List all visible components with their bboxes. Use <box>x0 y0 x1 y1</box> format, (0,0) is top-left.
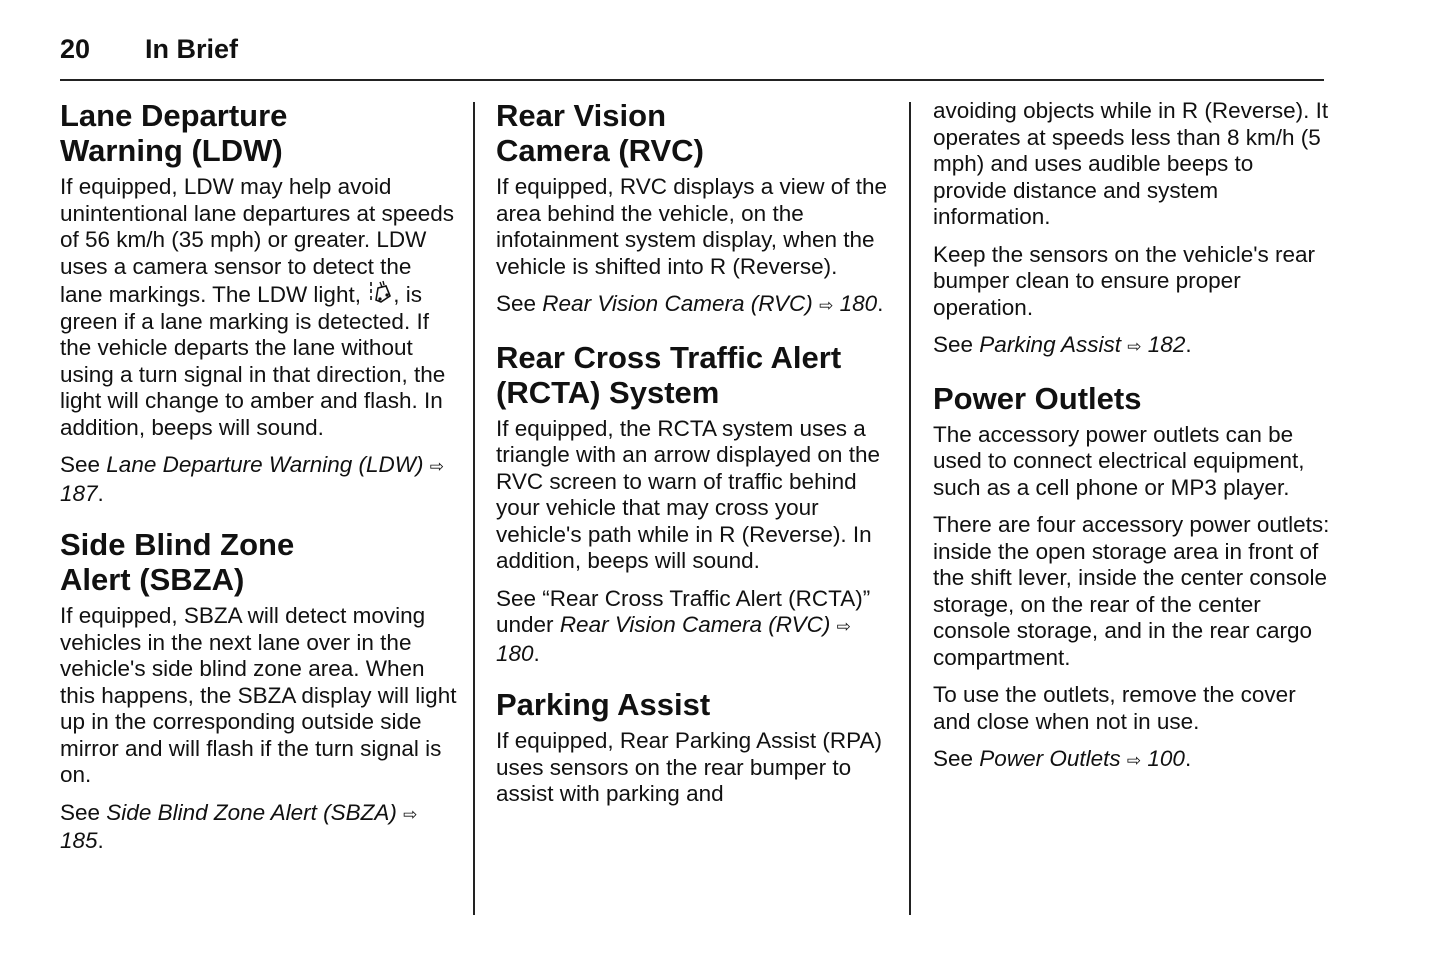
heading-power-outlets: Power Outlets <box>933 380 1142 416</box>
column-3 <box>933 98 1333 786</box>
power-outlets-usage: To use the outlets, remove the cover and close when not in use. <box>933 682 1296 734</box>
power-outlets-locations: There are four accessory power outlets: inside the open storage area in front of the shift lever, inside the center console storage, on the rear of the center console storage, and in the rear cargo compartment. <box>933 512 1330 670</box>
sbza-body: If equipped, SBZA will detect moving vehicles in the next lane over in the vehicle's side blind zone area. When this happens, the SBZA display will light up in the corresponding outside side mirror and will flash if the turn signal is on. <box>60 603 457 787</box>
power-outlets-ref-page[interactable]: 100 <box>1147 746 1185 771</box>
page-ref-arrow-icon: ⇨ <box>1126 751 1142 770</box>
parking-assist-body-continued: avoiding objects while in R (Reverse). It operates at speeds less than 8 km/h (5 mph) and uses audible beeps to provide distance and system information. <box>933 98 1329 229</box>
heading-rvc: Rear Vision Camera (RVC) <box>496 98 704 168</box>
rcta-see-reference: See “Rear Cross Traffic Alert (RCTA)” under Rear Vision Camera (RVC) ⇨ 180. <box>496 585 871 666</box>
column-divider <box>473 102 475 915</box>
heading-ldw: Lane Departure Warning (LDW) <box>60 98 288 168</box>
ldw-icon <box>367 280 393 306</box>
ldw-see-reference: See Lane Departure Warning (LDW) ⇨ 187. <box>60 452 445 506</box>
ldw-ref-link[interactable]: Lane Departure Warning (LDW) <box>106 452 424 477</box>
rcta-ref-page[interactable]: 180 <box>496 640 534 666</box>
column-divider <box>909 102 911 915</box>
column-1 <box>60 98 460 866</box>
parking-assist-see-reference: See Parking Assist ⇨ 182. <box>933 332 1192 357</box>
rvc-see-reference: See Rear Vision Camera (RVC) ⇨ 180. <box>496 291 884 316</box>
page-ref-arrow-icon: ⇨ <box>1127 337 1142 356</box>
rvc-ref-link[interactable]: Rear Vision Camera (RVC) <box>542 291 813 316</box>
column-2 <box>496 98 896 819</box>
parking-assist-ref-link[interactable]: Parking Assist <box>979 332 1122 357</box>
parking-assist-body: If equipped, Rear Parking Assist (RPA) uses sensors on the rear bumper to assist with parking and <box>496 728 883 806</box>
page-header <box>60 34 1324 81</box>
rvc-ref-page[interactable]: 180 <box>839 291 878 316</box>
heading-parking-assist: Parking Assist <box>496 687 711 722</box>
page-ref-arrow-icon: ⇨ <box>819 296 834 315</box>
power-outlets-see-reference: See Power Outlets ⇨ 100. <box>933 746 1192 771</box>
heading-sbza: Side Blind Zone Alert (SBZA) <box>60 527 295 597</box>
parking-assist-ref-page[interactable]: 182 <box>1147 332 1186 357</box>
parking-assist-sensors-note: Keep the sensors on the vehicle's rear bumper clean to ensure proper operation. <box>933 241 1316 320</box>
page-ref-arrow-icon: ⇨ <box>429 457 445 476</box>
ldw-ref-page[interactable]: 187 <box>60 480 98 506</box>
section-title: In Brief <box>145 34 239 64</box>
rcta-ref-link[interactable]: Rear Vision Camera (RVC) <box>559 612 831 637</box>
page-ref-arrow-icon: ⇨ <box>403 804 418 824</box>
sbza-ref-page[interactable]: 185 <box>60 828 98 853</box>
heading-rcta: Rear Cross Traffic Alert (RCTA) System <box>496 339 842 410</box>
sbza-ref-link[interactable]: Side Blind Zone Alert (SBZA) <box>106 799 397 825</box>
ldw-body: If equipped, LDW may help avoid unintentional lane departures at speeds of 56 km/h (35 mph) or greater. LDW uses a camera sensor to detect the lane markings. The LDW light, , is green if a lane marking is detected. If the vehicle departs the lane without using a turn signal in that direction, the light will change to amber and flash. In addition, beeps will sound. <box>60 174 455 440</box>
power-outlets-ref-link[interactable]: Power Outlets <box>979 746 1121 771</box>
power-outlets-body: The accessory power outlets can be used to connect electrical equipment, such as a cell phone or MP3 player. <box>933 421 1305 500</box>
rcta-body: If equipped, the RCTA system uses a triangle with an arrow displayed on the RVC screen to warn of traffic behind your vehicle that may cross your vehicle's path while in R (Reverse). In addition, beeps will sound. <box>496 415 880 573</box>
rvc-body: If equipped, RVC displays a view of the area behind the vehicle, on the infotainment system display, when the vehicle is shifted into R (Reverse). <box>496 174 888 279</box>
sbza-see-reference: See Side Blind Zone Alert (SBZA) ⇨ 185. <box>60 799 418 853</box>
page-ref-arrow-icon: ⇨ <box>836 617 851 636</box>
page-number: 20 <box>60 34 91 64</box>
